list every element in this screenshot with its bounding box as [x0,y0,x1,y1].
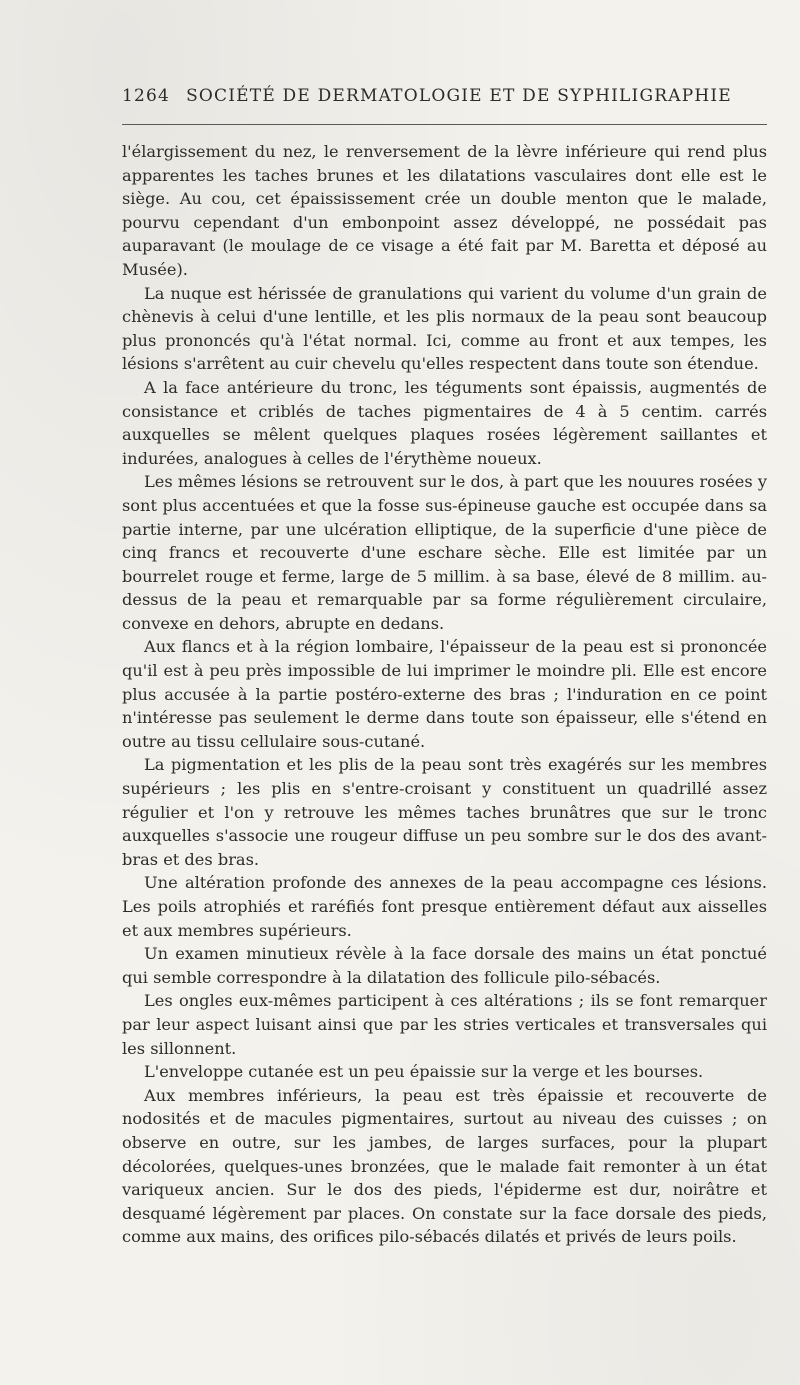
body-text [122,140,767,1249]
paragraph: Aux membres inférieurs, la peau est très épaissie et recouverte de nodosités et de macules pigmentaires, surtout au niveau des cuisses ; on observe en outre, sur les jambes, de larges surfaces, pour la plupart décolorées, quelques-unes bronzées, que le malade fait remonter à un état variqueux ancien. Sur le dos des pieds, l'épiderme est dur, noirâtre et desquamé légèrement par places. On constate sur la face dorsale des pieds, comme aux mains, des orifices pilo-sébacés dilatés et privés de leurs poils. [122,1085,767,1247]
paragraph: Les ongles eux-mêmes participent à ces altérations ; ils se font remarquer par leur aspect luisant ainsi que par les stries verticales et transversales qui les sillonnent. [122,991,767,1058]
paragraph: Aux flancs et à la région lombaire, l'épaisseur de la peau est si prononcée qu'il est à peu près impossible de lui imprimer le moindre pli. Elle est encore plus accusée à la partie postéro-externe des bras ; l'induration en ce point n'intéresse pas seulement le derme dans toute son épaisseur, elle s'étend en outre au tissu cellulaire sous-cutané. [122,637,767,751]
running-header [122,86,767,106]
running-title: SOCIÉTÉ DE DERMATOLOGIE ET DE SYPHILIGRAPHIE [186,86,732,106]
header-rule [122,124,767,125]
paragraph: La nuque est hérissée de granulations qui varient du volume d'un grain de chènevis à celui d'une lentille, et les plis normaux de la peau sont beaucoup plus prononcés qu'à l'état normal. Ici, comme au front et aux tempes, les lésions s'arrêtent au cuir chevelu qu'elles respectent dans toute son étendue. [122,283,767,374]
paragraph: L'enveloppe cutanée est un peu épaissie sur la verge et les bourses. [144,1062,704,1082]
paragraph: La pigmentation et les plis de la peau sont très exagérés sur les membres supérieurs ; les plis en s'entre-croisant y constituent un quadrillé assez régulier et l'on y retrouve les mêmes taches brunâtres que sur le tronc auxquelles s'associe une rougeur diffuse un peu sombre sur le dos des avant-bras et des bras. [122,755,767,869]
paragraph: Un examen minutieux révèle à la face dorsale des mains un état ponctué qui semble correspondre à la dilatation des follicule pilo-sébacés. [122,944,767,987]
paragraph: Une altération profonde des annexes de la peau accompagne ces lésions. Les poils atrophiés et raréfiés font presque entièrement défaut aux aisselles et aux membres supérieurs. [122,873,767,940]
paragraph: A la face antérieure du tronc, les téguments sont épaissis, augmentés de consistance et criblés de taches pigmentaires de 4 à 5 centim. carrés auxquelles se mêlent quelques plaques rosées légèrement saillantes et indurées, analogues à celles de l'érythème noueux. [122,377,767,468]
page-number: 1264 [122,86,171,106]
paragraph: l'élargissement du nez, le renversement de la lèvre inférieure qui rend plus apparentes les taches brunes et les dilatations vasculaires dont elle est le siège. Au cou, cet épaississement crée un double menton que le malade, pourvu cependant d'un embonpoint assez développé, ne possédait pas auparavant (le moulage de ce visage a été fait par M. Baretta et déposé au Musée). [122,142,767,279]
paragraph: Les mêmes lésions se retrouvent sur le dos, à part que les nouures rosées y sont plus accentuées et que la fosse sus-épineuse gauche est occupée dans sa partie interne, par une ulcération elliptique, de la superficie d'une pièce de cinq francs et recouverte d'une eschare sèche. Elle est limitée par un bourrelet rouge et ferme, large de 5 millim. à sa base, élevé de 8 millim. au-dessus de la peau et remarquable par sa forme régulièrement circulaire, convexe en dehors, abrupte en dedans. [122,472,767,633]
